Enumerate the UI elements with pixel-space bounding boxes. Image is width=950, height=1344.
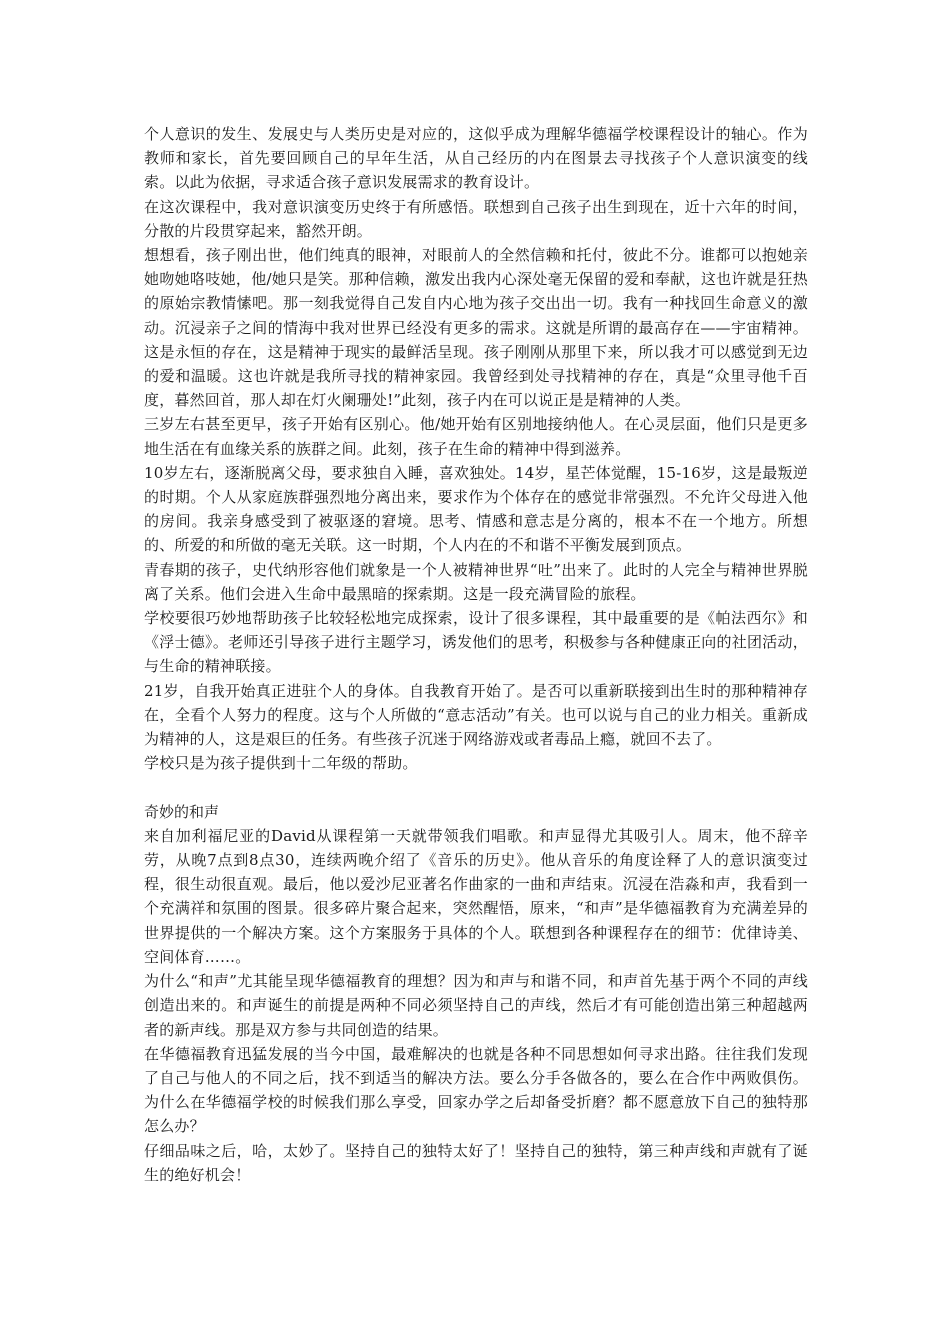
paragraph: 青春期的孩子，史代纳形容他们就象是一个人被精神世界“吐”出来了。此时的人完全与精神世界脱离了关系。他们会进入生命中最黑暗的探索期。这是一段充满冒险的旅程。 (144, 560, 808, 603)
paragraph: 来自加利福尼亚的David从课程第一天就带领我们唱歌。和声显得尤其吸引人。周末，他不辞辛劳，从晚7点到8点30，连续两晚介绍了《音乐的历史》。他从音乐的角度诠释了人的意识演变过程，很生动很直观。最后，他以爱沙尼亚著名作曲家的一曲和声结束。沉浸在浩淼和声，我看到一个充满祥和氛围的图景。很多碎片聚合起来，突然醒悟，原来，“和声”是华德福教育为充满差异的世界提供的一个解决方案。这个方案服务于具体的个人。联想到各种课程存在的细节：优律诗美、空间体育……。 (144, 826, 808, 966)
paragraph: 仔细品味之后，哈，太妙了。坚持自己的独特太好了！坚持自己的独特，第三种声线和声就有了诞生的绝好机会！ (144, 1141, 808, 1184)
paragraph: 学校只是为孩子提供到十二年级的帮助。 (144, 754, 418, 773)
paragraph: 为什么“和声”尤其能呈现华德福教育的理想？因为和声与和谐不同，和声首先基于两个不同的声线创造出来的。和声诞生的前提是两种不同必须坚持自己的声线，然后才有可能创造出第三种超越两者的新声线。那是双方参与共同创造的结果。 (144, 972, 808, 1039)
paragraph: 在华德福教育迅猛发展的当今中国，最难解决的也就是各种不同思想如何寻求出路。往往我们发现了自己与他人的不同之后，找不到适当的解决方法。要么分手各做各的，要么在合作中两败俱伤。为什么在华德福学校的时候我们那么享受，回家办学之后却备受折磨？都不愿意放下自己的独特那怎么办？ (144, 1044, 808, 1136)
paragraph: 在这次课程中，我对意识演变历史终于有所感悟。联想到自己孩子出生到现在，近十六年的时间，分散的片段贯穿起来，豁然开朗。 (144, 197, 808, 240)
paragraph: 学校要很巧妙地帮助孩子比较轻松地完成探索，设计了很多课程，其中最重要的是《帕法西尔》和《浮士德》。老师还引导孩子进行主题学习，诱发他们的思考，积极参与各种健康正向的社团活动，与生命的精神联接。 (144, 609, 808, 676)
paragraph: 个人意识的发生、发展史与人类历史是对应的，这似乎成为理解华德福学校课程设计的轴心。作为教师和家长，首先要回顾自己的早年生活，从自己经历的内在图景去寻找孩子个人意识演变的线索。以此为依据，寻求适合孩子意识发展需求的教育设计。 (144, 125, 808, 192)
blank-line (144, 775, 808, 799)
section-heading: 奇妙的和声 (144, 802, 220, 821)
paragraph: 三岁左右甚至更早，孩子开始有区别心。他/她开始有区别地接纳他人。在心灵层面，他们只是更多地生活在有血缘关系的族群之间。此刻，孩子在生命的精神中得到滋养。 (144, 415, 808, 458)
document-page (144, 122, 808, 1187)
paragraph: 10岁左右，逐渐脱离父母，要求独自入睡，喜欢独处。14岁，星芒体觉醒，15-16岁，这是最叛逆的时期。个人从家庭族群强烈地分离出来，要求作为个体存在的感觉非常强烈。不允许父母进入他的房间。我亲身感受到了被驱逐的窘境。思考、情感和意志是分离的，根本不在一个地方。所想的、所爱的和所做的毫无关联。这一时期，个人内在的不和谐不平衡发展到顶点。 (144, 463, 808, 555)
paragraph: 想想看，孩子刚出世，他们纯真的眼神，对眼前人的全然信赖和托付，彼此不分。谁都可以抱她亲她吻她咯吱她，他/她只是笑。那种信赖，激发出我内心深处毫无保留的爱和奉献，这也许就是狂热的原始宗教情愫吧。那一刻我觉得自己发自内心地为孩子交出出一切。我有一种找回生命意义的激动。沉浸亲子之间的情海中我对世界已经没有更多的需求。这就是所谓的最高存在——宇宙精神。这是永恒的存在，这是精神于现实的最鲜活呈现。孩子刚刚从那里下来，所以我才可以感觉到无边的爱和温暖。这也许就是我所寻找的精神家园。我曾经到处寻找精神的存在，真是“众里寻他千百度，暮然回首，那人却在灯火阑珊处!”此刻，孩子内在可以说正是是精神的人类。 (144, 246, 808, 410)
paragraph: 21岁，自我开始真正进驻个人的身体。自我教育开始了。是否可以重新联接到出生时的那种精神存在，全看个人努力的程度。这与个人所做的“意志活动”有关。也可以说与自己的业力相关。重新成为精神的人，这是艰巨的任务。有些孩子沉迷于网络游戏或者毒品上瘾，就回不去了。 (144, 681, 808, 749)
